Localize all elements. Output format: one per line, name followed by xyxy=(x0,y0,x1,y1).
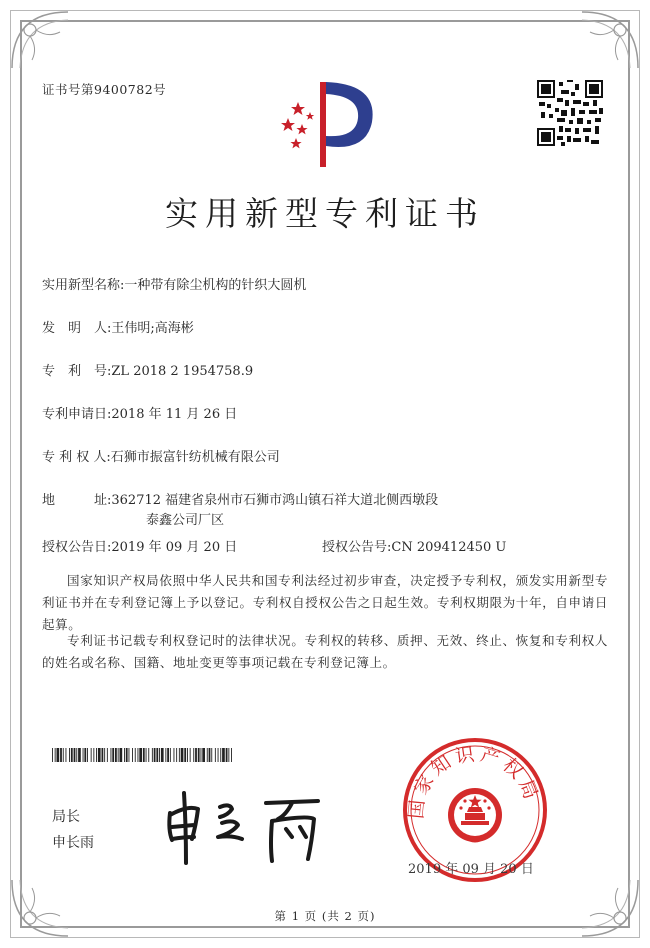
barcode-bar xyxy=(195,748,197,762)
svg-text:国家知识产权局: 国家知识产权局 xyxy=(405,742,544,820)
field-grant-date xyxy=(42,538,237,558)
barcode-bar xyxy=(115,748,117,762)
paragraph-legal-status: 专利证书记载专利权登记时的法律状况。专利权的转移、质押、无效、终止、恢复和专利权人的姓名或名称、国籍、地址变更等事项记载在专利登记簿上。 xyxy=(42,633,608,670)
barcode-bar xyxy=(193,748,194,762)
barcode-bar xyxy=(176,748,177,762)
paragraph-grant-statement: 国家知识产权局依照中华人民共和国专利法经过初步审查，决定授予专利权，颁发实用新型专利证书并在专利登记簿上予以登记。专利权自授权公告之日起生效。专利权期限为十年，自申请日起算。 xyxy=(42,573,608,632)
barcode-bar xyxy=(112,748,114,762)
barcode-bar xyxy=(170,748,171,762)
barcode-bar xyxy=(83,748,84,762)
barcode-bar xyxy=(132,748,133,762)
barcode-bar xyxy=(71,748,73,762)
barcode-bar xyxy=(202,748,205,762)
field-label: 实用新型名称: xyxy=(42,278,125,293)
certificate-number: 证书号第9400782号 xyxy=(42,82,167,97)
barcode-bar xyxy=(165,748,166,762)
barcode-bar xyxy=(146,748,147,762)
barcode-bar xyxy=(76,748,77,762)
barcode-bar xyxy=(91,748,92,762)
field-inventor xyxy=(42,319,194,339)
field-label: 发 明 人: xyxy=(42,321,112,336)
field-address xyxy=(42,491,438,511)
barcode-bar xyxy=(198,748,200,762)
barcode-bar xyxy=(220,748,221,762)
barcode-bar xyxy=(231,748,232,762)
field-utility-model-name xyxy=(42,276,306,296)
corner-ornament-top-right xyxy=(578,8,642,72)
signatory-name: 申长雨 xyxy=(52,835,94,851)
barcode-bar xyxy=(148,748,149,762)
barcode-bar xyxy=(226,748,228,762)
field-value: 一种带有除尘机构的针织大圆机 xyxy=(124,278,307,293)
signature xyxy=(158,785,338,865)
barcode-bar xyxy=(66,748,67,762)
barcode-bar xyxy=(87,748,88,762)
field-label: 授权公告号: xyxy=(322,540,392,555)
field-label: 专利申请日: xyxy=(42,407,112,422)
barcode-bar xyxy=(118,748,119,762)
field-value: 2019 年 09 月 20 日 xyxy=(111,540,238,555)
barcode-bar xyxy=(96,748,97,762)
barcode-bar xyxy=(139,748,142,762)
barcode-bar xyxy=(138,748,139,762)
barcode-bar xyxy=(60,748,62,762)
barcode-bar xyxy=(211,748,212,762)
barcode-bar xyxy=(104,748,105,762)
barcode-bar xyxy=(159,748,160,762)
barcode xyxy=(52,748,232,762)
field-value: ZL 2018 2 1954758.9 xyxy=(111,364,254,379)
barcode-bar xyxy=(98,748,101,762)
barcode-bar xyxy=(124,748,125,762)
barcode-bar xyxy=(156,748,158,762)
signatory-title: 局长 xyxy=(52,809,80,825)
barcode-bar xyxy=(152,748,153,762)
barcode-bar xyxy=(57,748,60,762)
barcode-bar xyxy=(179,748,180,762)
barcode-bar xyxy=(74,748,76,762)
barcode-bar xyxy=(52,748,53,762)
qr-code xyxy=(537,80,603,146)
barcode-bar xyxy=(93,748,94,762)
barcode-bar xyxy=(184,748,186,762)
field-grant-number xyxy=(322,538,506,558)
barcode-bar xyxy=(187,748,188,762)
field-address-line2: 泰鑫公司厂区 xyxy=(146,513,225,528)
seal-date: 2019 年 09 月 20 日 xyxy=(408,862,534,877)
field-label: 地 址: xyxy=(42,493,112,508)
barcode-bar xyxy=(126,748,128,762)
barcode-bar xyxy=(167,748,169,762)
barcode-bar xyxy=(161,748,164,762)
barcode-bar xyxy=(154,748,156,762)
barcode-bar xyxy=(190,748,191,762)
field-filing-date xyxy=(42,405,237,425)
field-value: 石狮市振富针纺机械有限公司 xyxy=(110,450,280,465)
field-label: 专 利 权 人: xyxy=(42,450,111,465)
barcode-bar xyxy=(218,748,219,762)
barcode-bar xyxy=(143,748,145,762)
corner-ornament-top-left xyxy=(8,8,72,72)
barcode-bar xyxy=(78,748,81,762)
barcode-bar xyxy=(63,748,64,762)
barcode-bar xyxy=(174,748,175,762)
barcode-bar xyxy=(69,748,70,762)
barcode-bar xyxy=(129,748,130,762)
barcode-bar xyxy=(207,748,208,762)
barcode-bar xyxy=(55,748,56,762)
barcode-bar xyxy=(201,748,202,762)
barcode-bar xyxy=(120,748,123,762)
patent-office-logo xyxy=(268,72,388,172)
field-value: 王伟明;高海彬 xyxy=(111,321,194,336)
field-value: 2018 年 11 月 26 日 xyxy=(111,407,238,422)
barcode-bar xyxy=(107,748,108,762)
barcode-bar xyxy=(228,748,229,762)
barcode-bar xyxy=(111,748,112,762)
field-label: 专 利 号: xyxy=(42,364,112,379)
barcode-bar xyxy=(102,748,104,762)
field-label: 授权公告日: xyxy=(42,540,112,555)
field-value: 362712 福建省泉州市石狮市鸿山镇石祥大道北侧西墩段 xyxy=(111,493,439,508)
barcode-bar xyxy=(215,748,216,762)
field-patentee xyxy=(42,448,280,468)
barcode-bar xyxy=(222,748,225,762)
barcode-bar xyxy=(181,748,184,762)
field-patent-number xyxy=(42,362,253,382)
barcode-bar xyxy=(209,748,211,762)
certificate-title: 实用新型专利证书 xyxy=(165,194,485,233)
page-number: 第 1 页 (共 2 页) xyxy=(274,909,376,923)
barcode-bar xyxy=(84,748,86,762)
barcode-bar xyxy=(135,748,136,762)
field-value: CN 209412450 U xyxy=(391,540,507,555)
